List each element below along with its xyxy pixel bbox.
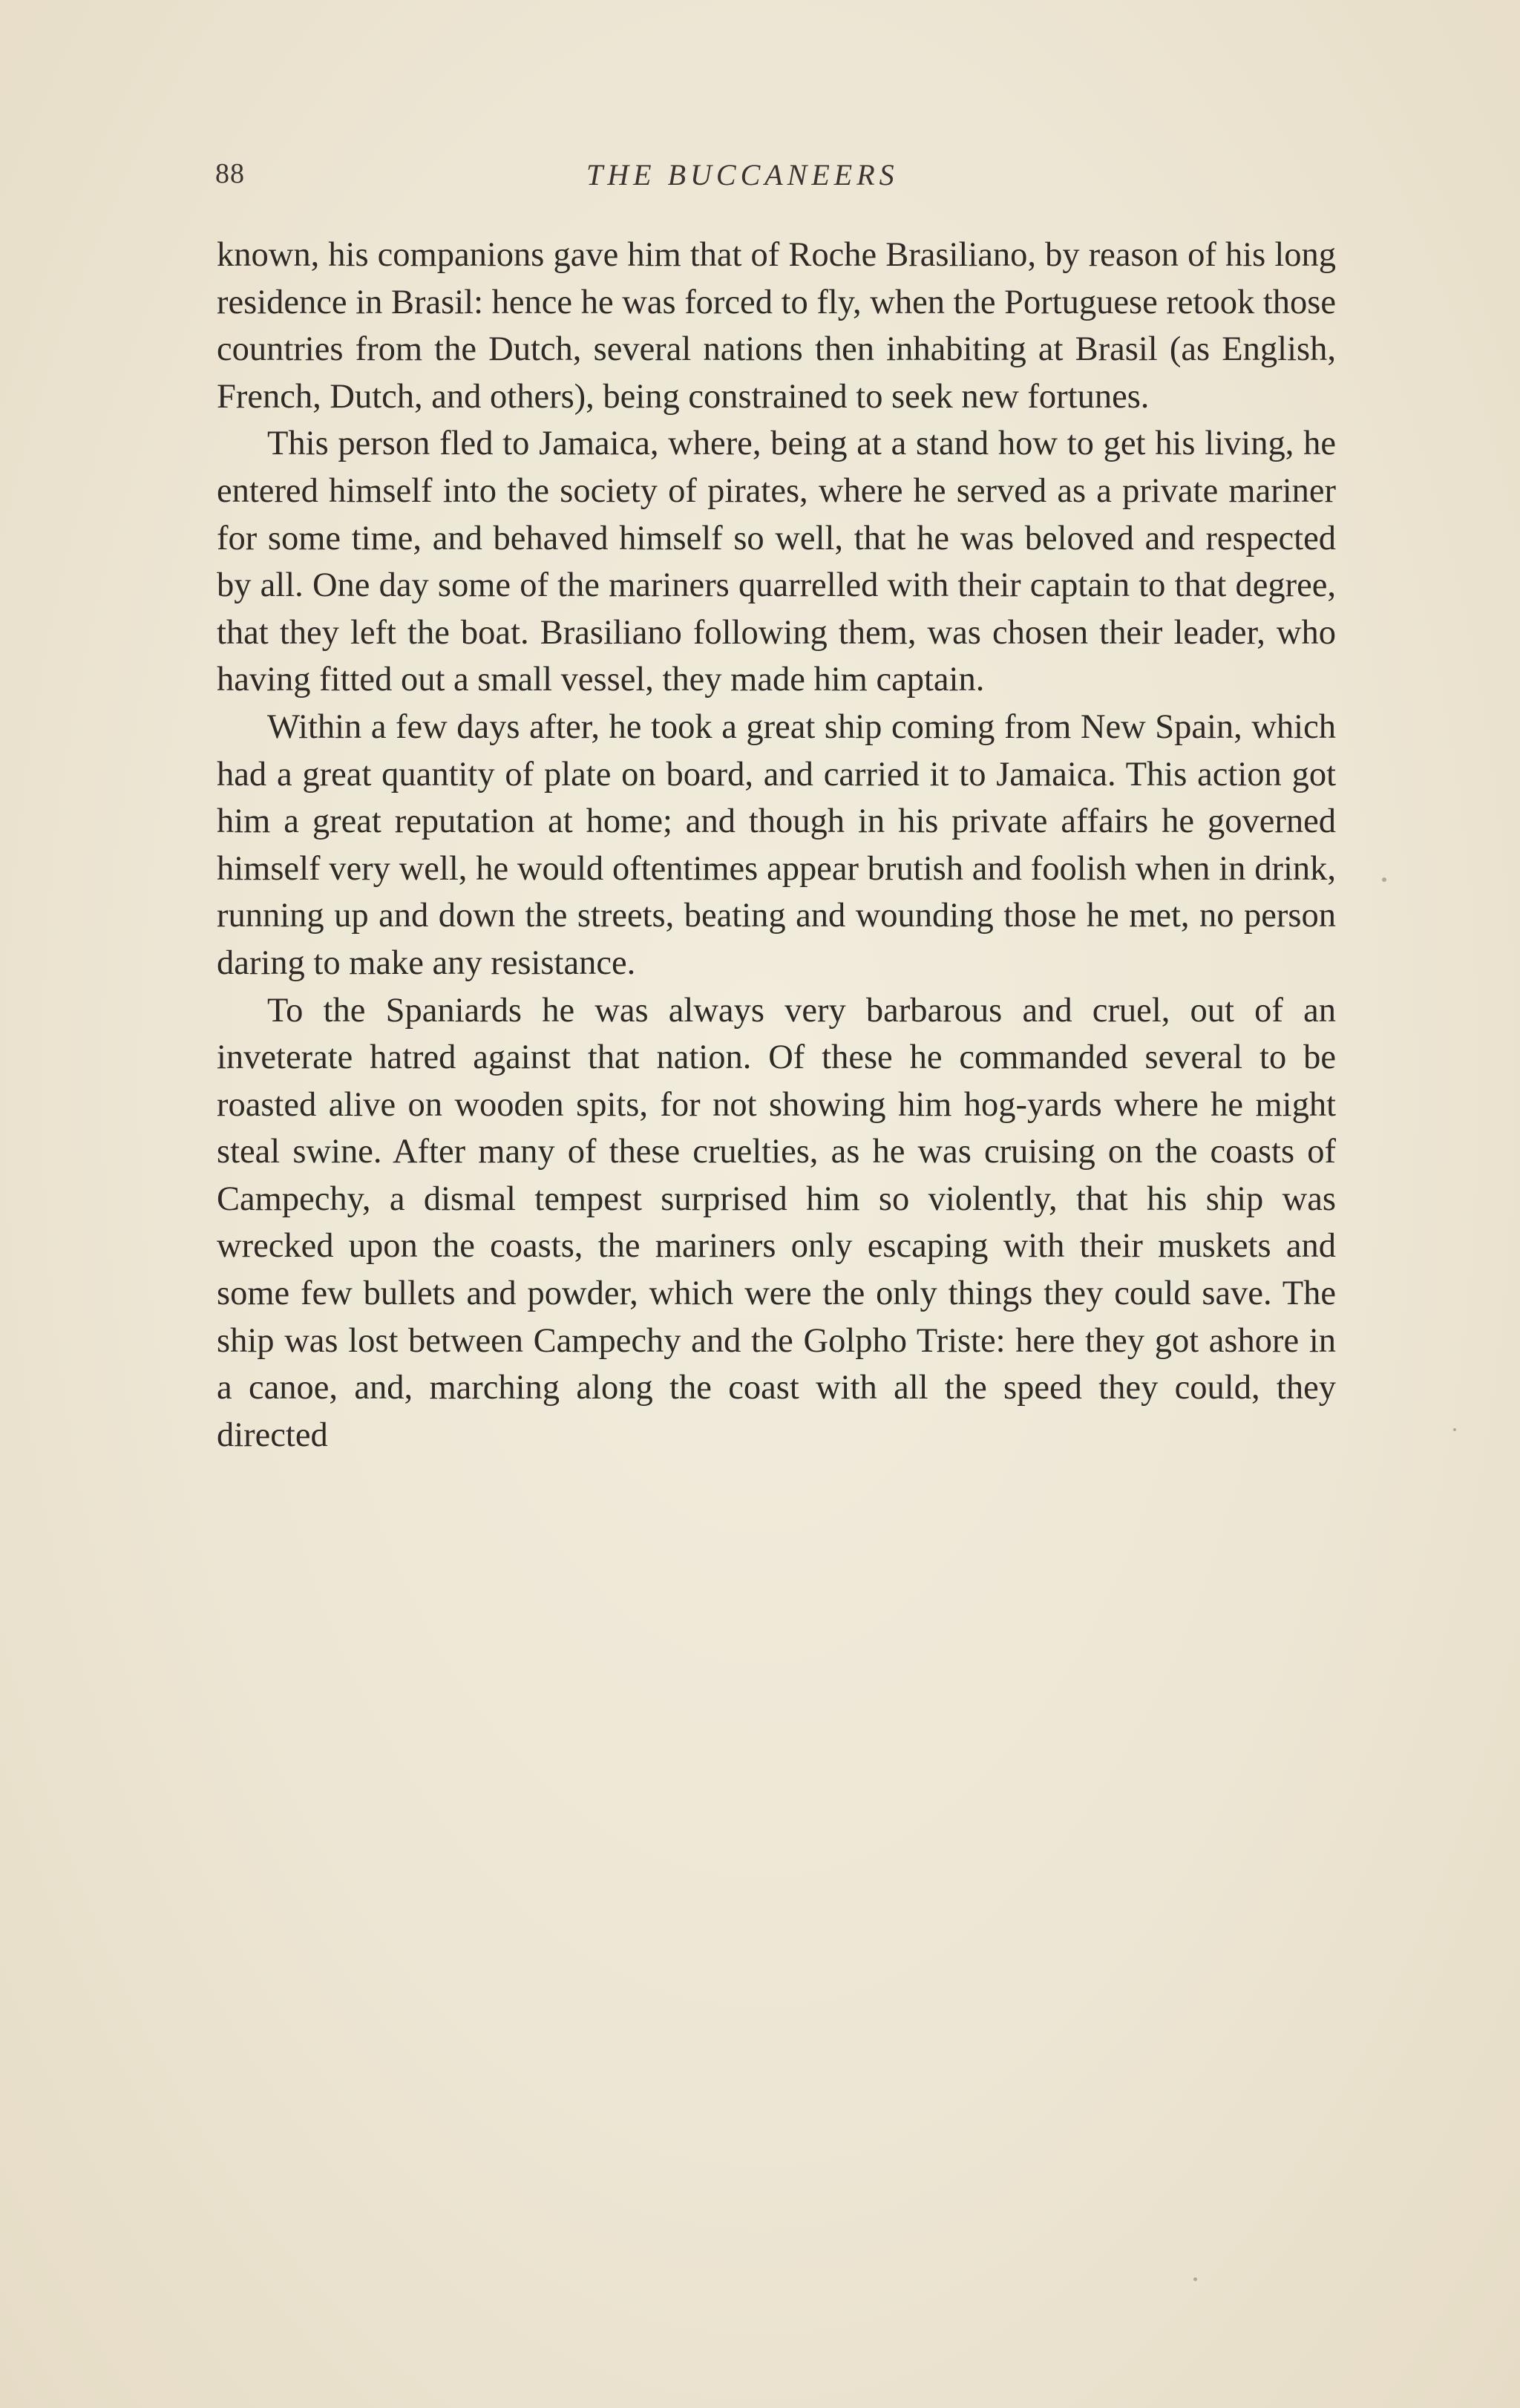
paper-speck bbox=[1382, 877, 1386, 882]
paragraph-continued: known, his companions gave him that of Roche Brasiliano, by reason of his long residence in Brasil: hence he was forced to fly, when the Portuguese retook those countries from the Dutch, several nations then inhabiting at Brasil (as English, French, Dutch, and others), being constrained to seek new fortunes. bbox=[217, 236, 1336, 416]
paper-speck bbox=[1193, 2277, 1197, 2281]
page-number: 88 bbox=[215, 158, 245, 189]
paragraph: This person fled to Jamaica, where, being at a stand how to get his living, he entered himself into the society of pirates, where he served as a private mariner for some time, and behaved himself so well, that he was beloved and respected by all. One day some of the mariners quarrelled with their captain to that degree, that they left the boat. Brasiliano following them, was chosen their leader, who having fitted out a small vessel, they made him captain. bbox=[217, 425, 1336, 699]
paper-speck bbox=[1453, 1428, 1456, 1431]
running-title: THE BUCCANEERS bbox=[586, 158, 899, 192]
paragraph: To the Spaniards he was always very barbarous and cruel, out of an inveterate hatred against that nation. Of these he commanded several to be roasted alive on wooden spits, for not showing him hog-yards where he might steal swine. After many of these cruelties, as he was cruising on the coasts of Campechy, a dismal tempest surprised him so violently, that his ship was wrecked upon the coasts, the mariners only escaping with their muskets and some few bullets and powder, which were the only things they could save. The ship was lost between Campechy and the Golpho Triste: here they got ashore in a canoe, and, marching along the coast with all the speed they could, they directed bbox=[217, 991, 1336, 1454]
page-header bbox=[215, 157, 1299, 202]
paragraph: Within a few days after, he took a great ship coming from New Spain, which had a great quantity of plate on board, and carried it to Jamaica. This action got him a great reputation at home; and though in his private affairs he governed himself very well, he would oftentimes appear brutish and foolish when in drink, running up and down the streets, beating and wounding those he met, no person daring to make any resistance. bbox=[217, 707, 1336, 982]
body-text bbox=[217, 232, 1336, 1459]
